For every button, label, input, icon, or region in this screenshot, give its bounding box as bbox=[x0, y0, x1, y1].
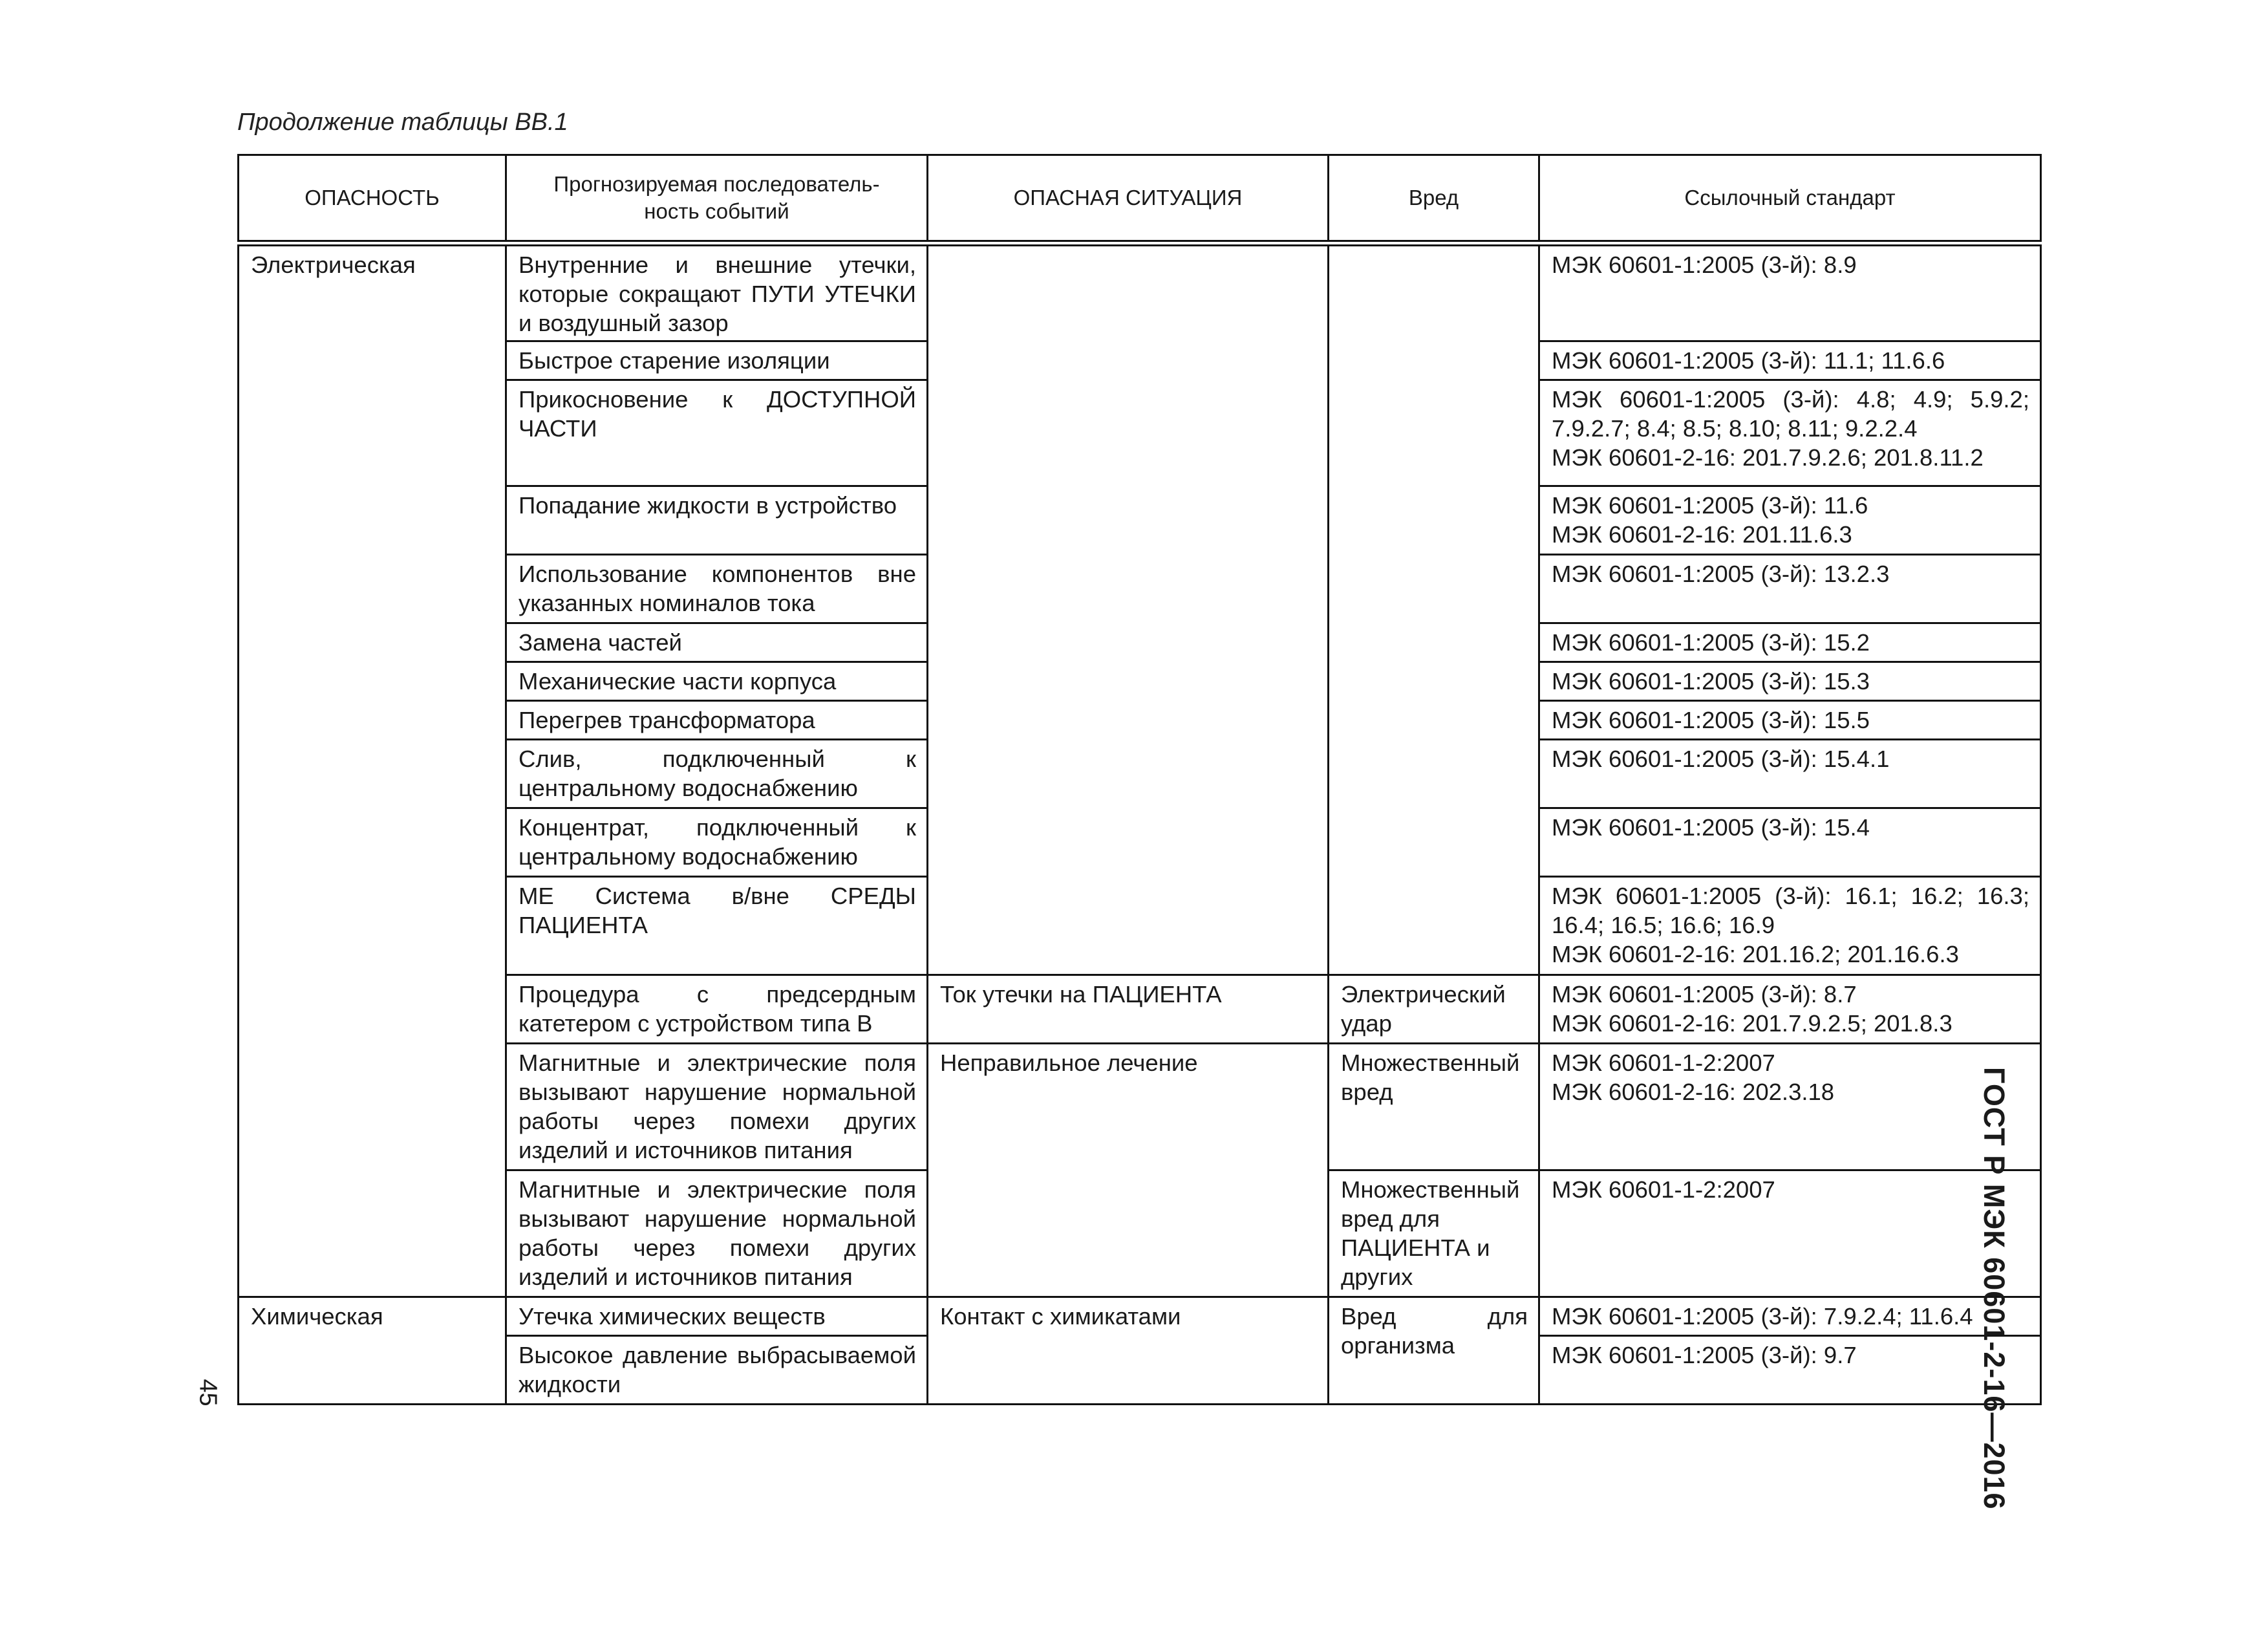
reference-cell: МЭК 60601-1:2005 (3-й): 15.5 bbox=[1539, 701, 2041, 740]
sequence-cell: Магнитные и электрические поля вызывают нарушение нормальной работы через помехи других изделий и источников питания bbox=[506, 1170, 928, 1297]
reference-cell: МЭК 60601-1:2005 (3-й): 15.2 bbox=[1539, 623, 2041, 662]
harm-cell-empty bbox=[1329, 243, 1539, 975]
situation-cell: Ток утечки на ПАЦИЕНТА bbox=[928, 975, 1329, 1044]
header-reference: Ссылочный стандарт bbox=[1539, 155, 2041, 244]
reference-cell bbox=[1539, 486, 2041, 555]
sequence-cell: Использование компонентов вне указанных номиналов тока bbox=[506, 555, 928, 623]
reference-cell: МЭК 60601-1-2:2007 bbox=[1539, 1170, 2041, 1297]
reference-cell: МЭК 60601-1:2005 (3-й): 15.3 bbox=[1539, 662, 2041, 701]
reference-line: МЭК 60601-1:2005 (3-й): 8.7 bbox=[1552, 981, 1857, 1008]
reference-line: МЭК 60601-2-16: 202.3.18 bbox=[1552, 1079, 1835, 1105]
reference-line: МЭК 60601-2-16: 201.7.9.2.5; 201.8.3 bbox=[1552, 1010, 1952, 1037]
harm-cell: Множественный вред bbox=[1329, 1044, 1539, 1170]
hazard-cell-chemical: Химическая bbox=[239, 1297, 506, 1405]
hazard-table bbox=[237, 154, 2042, 1405]
reference-cell: МЭК 60601-1:2005 (3-й): 9.7 bbox=[1539, 1336, 2041, 1405]
header-hazard: ОПАСНОСТЬ bbox=[239, 155, 506, 244]
table-caption: Продолжение таблицы ВВ.1 bbox=[237, 109, 568, 136]
reference-line: МЭК 60601-1:2005 (3-й): 11.6 bbox=[1552, 492, 1868, 519]
harm-cell: Множественный вред для ПАЦИЕНТА и других bbox=[1329, 1170, 1539, 1297]
header-sequence: Прогнозируемая последователь- ность событий bbox=[506, 155, 928, 244]
reference-cell bbox=[1539, 877, 2041, 975]
sequence-cell: Внутренние и внешние утечки, которые сокращают ПУТИ УТЕЧКИ и воздушный зазор bbox=[506, 243, 928, 341]
situation-cell: Неправильное лечение bbox=[928, 1044, 1329, 1297]
sequence-cell: Утечка химических веществ bbox=[506, 1297, 928, 1336]
reference-cell: МЭК 60601-1:2005 (3-й): 13.2.3 bbox=[1539, 555, 2041, 623]
hazard-cell-electrical: Электрическая bbox=[239, 243, 506, 1297]
reference-line: МЭК 60601-2-16: 201.11.6.3 bbox=[1552, 521, 1852, 548]
reference-cell: МЭК 60601-1:2005 (3-й): 8.9 bbox=[1539, 243, 2041, 341]
reference-cell: МЭК 60601-1:2005 (3-й): 15.4.1 bbox=[1539, 740, 2041, 808]
sequence-cell: Магнитные и электрические поля вызывают нарушение нормальной работы через помехи других изделий и источников питания bbox=[506, 1044, 928, 1170]
table-header-row bbox=[239, 155, 2041, 244]
sequence-cell: Перегрев трансформатора bbox=[506, 701, 928, 740]
sequence-cell: Замена частей bbox=[506, 623, 928, 662]
sequence-cell: Попадание жидкости в устройство bbox=[506, 486, 928, 555]
reference-cell bbox=[1539, 975, 2041, 1044]
sequence-cell: Слив, подключенный к центральному водоснабжению bbox=[506, 740, 928, 808]
sequence-cell: МЕ Система в/вне СРЕДЫ ПАЦИЕНТА bbox=[506, 877, 928, 975]
reference-line: МЭК 60601-1:2005 (3-й): 16.1; 16.2; 16.3; 16.4; 16.5; 16.6; 16.9 bbox=[1552, 883, 2029, 938]
situation-cell-empty bbox=[928, 243, 1329, 975]
reference-line: МЭК 60601-1-2:2007 bbox=[1552, 1050, 1775, 1076]
header-situation: ОПАСНАЯ СИТУАЦИЯ bbox=[928, 155, 1329, 244]
sequence-cell: Процедура с предсердным катетером с устройством типа В bbox=[506, 975, 928, 1044]
standard-code: ГОСТ Р МЭК 60601-2-16—2016 bbox=[1978, 1067, 2011, 1510]
situation-cell: Контакт с химикатами bbox=[928, 1297, 1329, 1405]
harm-cell: Электрический удар bbox=[1329, 975, 1539, 1044]
reference-cell: МЭК 60601-1:2005 (3-й): 15.4 bbox=[1539, 808, 2041, 877]
reference-line: МЭК 60601-2-16: 201.7.9.2.6; 201.8.11.2 bbox=[1552, 444, 1984, 471]
reference-cell bbox=[1539, 380, 2041, 486]
table-row bbox=[239, 243, 2041, 341]
reference-cell: МЭК 60601-1:2005 (3-й): 11.1; 11.6.6 bbox=[1539, 341, 2041, 380]
reference-cell bbox=[1539, 1044, 2041, 1170]
table-row bbox=[239, 1044, 2041, 1170]
header-harm: Вред bbox=[1329, 155, 1539, 244]
harm-cell: Вред для организма bbox=[1329, 1297, 1539, 1405]
page-number: 45 bbox=[194, 1379, 222, 1406]
table-row bbox=[239, 1297, 2041, 1336]
sequence-cell: Механические части корпуса bbox=[506, 662, 928, 701]
sequence-cell: Высокое давление выбрасываемой жидкости bbox=[506, 1336, 928, 1405]
reference-line: МЭК 60601-2-16: 201.16.2; 201.16.6.3 bbox=[1552, 941, 1959, 967]
sequence-cell: Прикосновение к ДОСТУПНОЙ ЧАСТИ bbox=[506, 380, 928, 486]
sequence-cell: Быстрое старение изоляции bbox=[506, 341, 928, 380]
sequence-cell: Концентрат, подключенный к центральному водоснабжению bbox=[506, 808, 928, 877]
table-row bbox=[239, 975, 2041, 1044]
reference-cell: МЭК 60601-1:2005 (3-й): 7.9.2.4; 11.6.4 bbox=[1539, 1297, 2041, 1336]
reference-line: МЭК 60601-1:2005 (3-й): 4.8; 4.9; 5.9.2; 7.9.2.7; 8.4; 8.5; 8.10; 8.11; 9.2.2.4 bbox=[1552, 386, 2029, 442]
